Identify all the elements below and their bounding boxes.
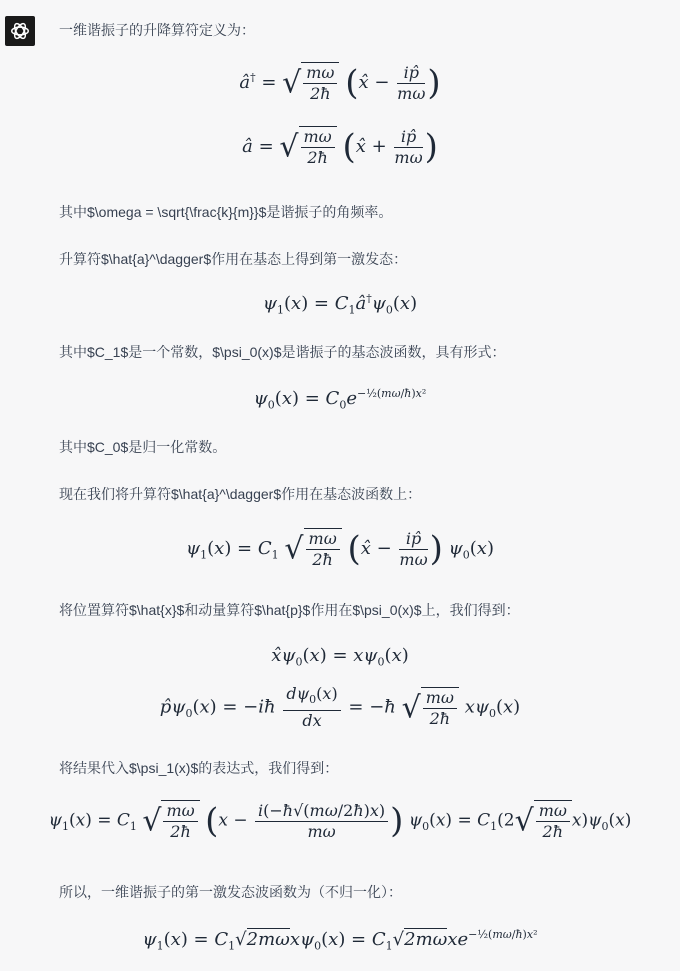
equation-first-excited: $\psi_1(x)$ = $C_1â^\dagger\psi_0(x)$ (262, 292, 418, 317)
equation-final-wavefunction: $\psi_1(x) = C_1√2m\omega x\psi_0(x) = C_1√2m\omega xe^{-\frac{1}{2}(m\omega/ħ)x^2}$ (142, 928, 538, 953)
equation-ground-state: $\psi_0(x) = C_0e^{-\frac{1}{2}(m\omega/ħ)x^2}$ (253, 387, 427, 412)
equation-position-action: $x̂\psi_0(x) = x\psi_0(x)$ (271, 645, 409, 669)
text-raising-action: 升算符$\hat{a}^\dagger$作用在基态上得到第一激发态： (59, 251, 408, 267)
assistant-avatar (5, 16, 35, 46)
text-intro: 一维谐振子的升降算符定义为： (59, 22, 255, 38)
text-position-momentum: 将位置算符$\hat{x}$和动量算符$\hat{p}$作用在$\psi_0(x)$上，我们得到： (59, 602, 520, 618)
text-omega-definition: 其中$\omega = \sqrt{\frac{k}{m}}$是谐振子的角频率。 (59, 204, 393, 220)
text-substitute: 将结果代入$\psi_1(x)$的表达式，我们得到： (59, 760, 339, 776)
text-constant-description: 其中$C_1$是一个常数，$\psi_0(x)$是谐振子的基态波函数，具有形式： (59, 344, 506, 360)
equation-momentum-action: $p̂\psi_0(x)$ = −iħ $\frac{d\psi_0(x)}{dx}$ = −ħ √ $\frac{m\omega}{2ħ}$ $x\psi_0(x)$ (159, 684, 521, 731)
equation-lowering-operator: â = √ $\frac{m\omega}{2ħ}$ (x̂ + $\frac{ip̂}{m\omega}$ ) (242, 126, 438, 167)
text-normalization: 其中$C_0$是归一化常数。 (59, 439, 227, 455)
text-apply-operator: 现在我们将升算符$\hat{a}^\dagger$作用在基态波函数上： (59, 486, 422, 502)
openai-logo-icon (9, 20, 31, 42)
equation-substituted-result: $\psi_1(x) = C_1$ √ $\frac{m\omega}{2ħ}$ (x − $\frac{i(-ħ√(m\omega/2ħ)x)}{m\omega}$ ) $\psi_0(x) = C_1(2√$ $\frac{m\omega}{2ħ}$ $x)\psi_0(x)$ (48, 800, 632, 841)
text-conclusion: 所以，一维谐振子的第一激发态波函数为（不归一化）： (59, 884, 402, 900)
equation-raising-operator: â† = √ $\frac{m\omega}{2ħ}$ (x̂ − $\frac{ip̂}{m\omega}$ ) (239, 62, 441, 103)
equation-apply-raising: $\psi_1(x) = C_1$ √ $\frac{m\omega}{2ħ}$ (x̂ − $\frac{ip̂}{m\omega}$ ) $\psi_0(x)$ (186, 528, 494, 569)
